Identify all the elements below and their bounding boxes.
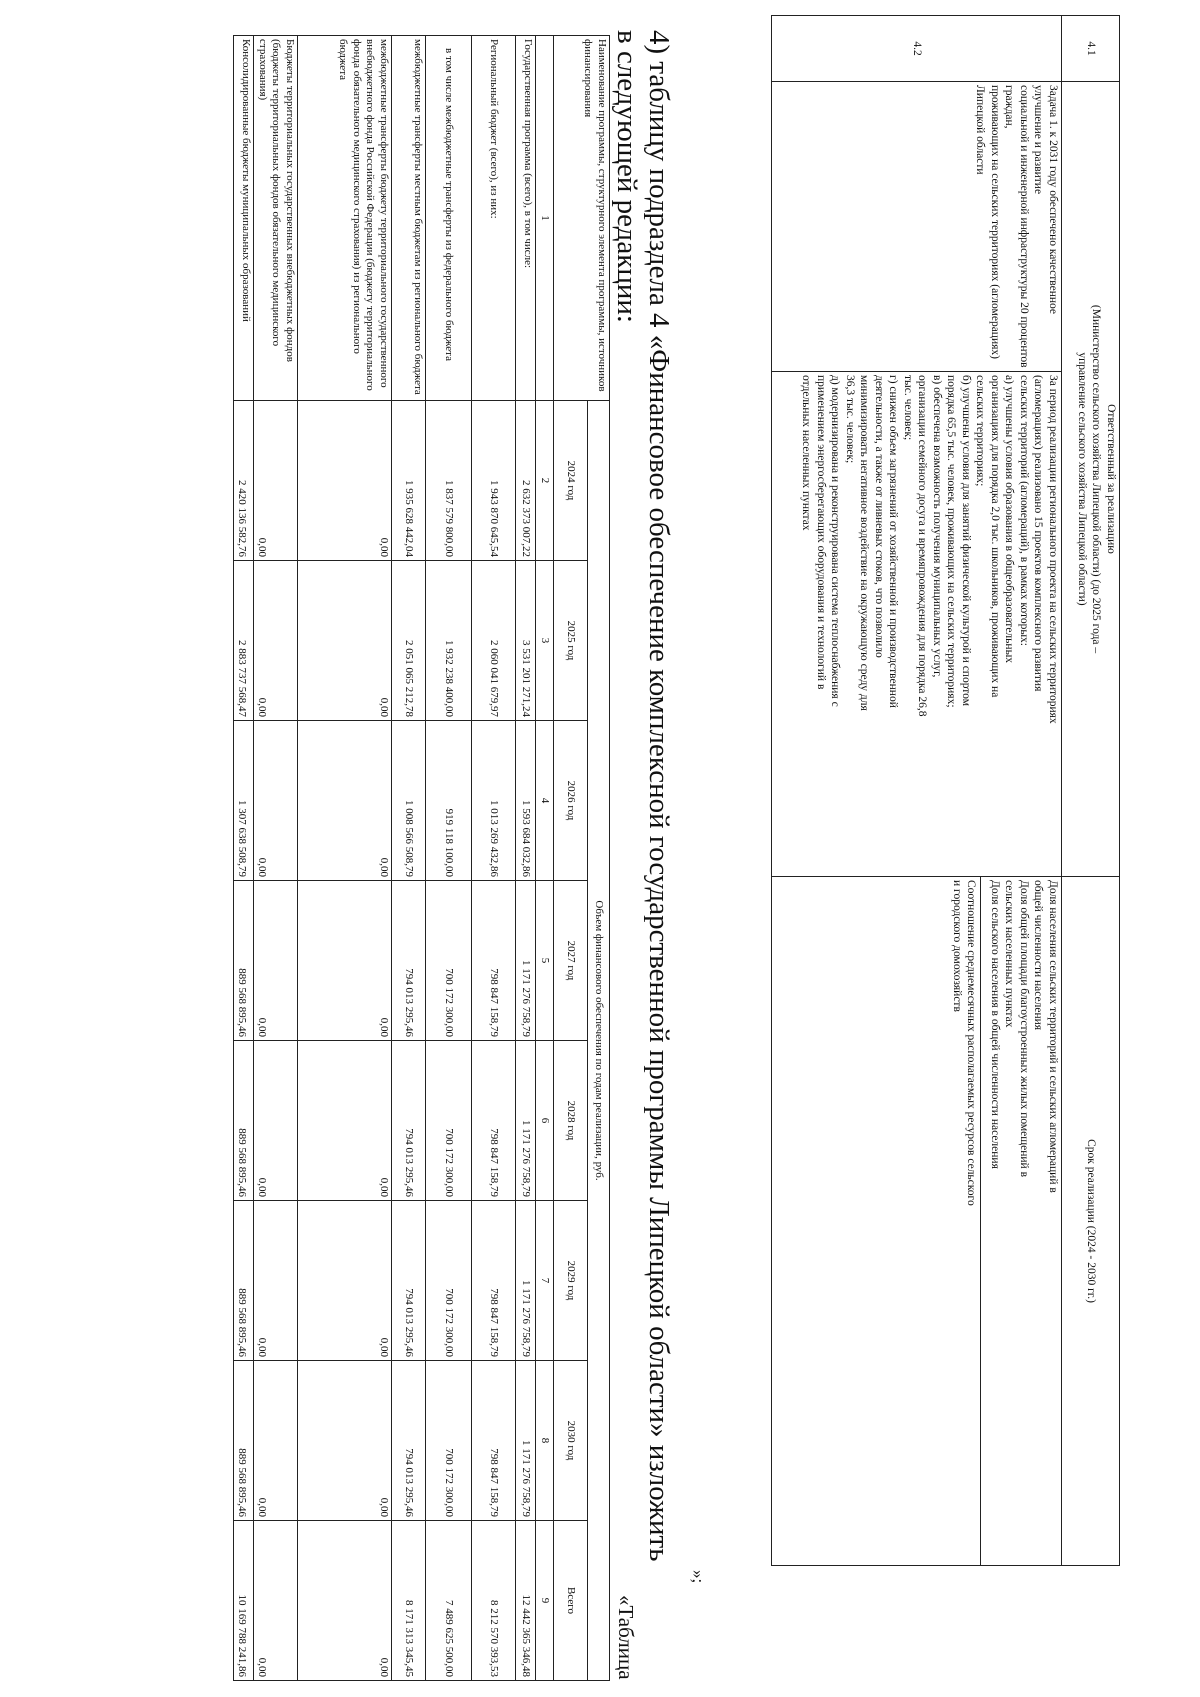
row-label: Консолидированные бюджеты муниципальных образований xyxy=(234,36,254,401)
value-cell: 0,00 xyxy=(298,1521,392,1681)
value-cell: 794 013 295,46 xyxy=(392,1361,426,1521)
text-line: порядка 65,5 тыс. человек, проживающих на сельских территориях; xyxy=(945,375,958,708)
task-cell xyxy=(772,82,1062,372)
text-line: деятельности, а также от ливневых стоков, что позволило xyxy=(873,375,885,658)
value-cell: 700 172 300,00 xyxy=(426,881,472,1041)
row-label: Государственная программа (всего), в том числе: xyxy=(516,36,536,401)
value-cell: 1 943 870 645,54 xyxy=(472,401,516,561)
year-header: 2027 год xyxy=(554,881,588,1041)
value-cell: 700 172 300,00 xyxy=(426,1201,472,1361)
row-number: 4.2 xyxy=(772,16,1062,82)
value-cell: 700 172 300,00 xyxy=(426,1041,472,1201)
closing-quote: »; xyxy=(689,1570,708,1584)
indicator-divider xyxy=(981,877,982,1565)
text-line: (Министерство сельского хозяйства Липецкой области) (до 2025 года – xyxy=(1090,304,1103,654)
column-number: 2 xyxy=(536,401,554,561)
financing-table xyxy=(233,35,610,1681)
value-cell: 1 008 566 508,79 xyxy=(392,721,426,881)
text-line: Доля сельского населения в общей численности населения xyxy=(989,880,1001,1169)
value-cell: 1 013 269 432,86 xyxy=(472,721,516,881)
value-cell: 1 307 638 508,79 xyxy=(234,721,254,881)
text-line: минимизировать негативное воздействие на окружающую среду для xyxy=(858,375,871,711)
column-number: 4 xyxy=(536,721,554,881)
group-header: Объем финансового обеспечения по годам реализации, руб. xyxy=(588,401,610,1681)
value-cell: 0,00 xyxy=(298,721,392,881)
text-line: организации семейного досуга и времяпровождения для порядка 26,8 xyxy=(916,375,929,717)
year-header: 2025 год xyxy=(554,561,588,721)
value-cell: 7 489 625 500,00 xyxy=(426,1521,472,1681)
value-cell: 0,00 xyxy=(254,561,298,721)
column-number: 7 xyxy=(536,1201,554,1361)
value-cell: 0,00 xyxy=(254,881,298,1041)
value-cell: 1 171 276 758,79 xyxy=(516,1361,536,1521)
year-header: 2028 год xyxy=(554,1041,588,1201)
table-row xyxy=(392,36,426,1681)
column-number: 9 xyxy=(536,1521,554,1681)
value-cell: 794 013 295,46 xyxy=(392,1041,426,1201)
table-row xyxy=(472,36,516,1681)
text-line: сельских территорий (агломераций), в рамках которых: xyxy=(1018,375,1030,646)
row-label: межбюджетные трансферты местным бюджетам из регионального бюджета xyxy=(392,36,426,401)
text-line: Ответственный за реализацию xyxy=(1105,404,1117,554)
value-cell: 1 932 238 400,00 xyxy=(426,561,472,721)
value-cell: 12 442 365 346,48 xyxy=(516,1521,536,1681)
text-line: а) улучшены условия образования в общеобразовательных xyxy=(1003,375,1016,664)
value-cell: 3 531 201 271,24 xyxy=(516,561,536,721)
value-cell: 0,00 xyxy=(298,1361,392,1521)
column-number: 5 xyxy=(536,881,554,1041)
value-cell: 919 118 100,00 xyxy=(426,721,472,881)
year-header: 2030 год xyxy=(554,1361,588,1521)
row-label: межбюджетные трансферты бюджету территориального государственного внебюджетного фонда Российской Федерации (бюджету территориального фонда обязательного медицинского страхования) из регионального бюджета xyxy=(298,36,392,401)
value-cell: 0,00 xyxy=(254,721,298,881)
text-line: организациях для порядка 2,0 тыс. школьников, проживающих на xyxy=(989,375,1001,698)
value-cell: 0,00 xyxy=(254,1201,298,1361)
value-cell: 0,00 xyxy=(254,1521,298,1681)
value-cell: 0,00 xyxy=(298,1201,392,1361)
total-header: Всего xyxy=(554,1521,588,1681)
value-cell: 0,00 xyxy=(254,1361,298,1521)
heading-line: 4) таблицу подраздела 4 «Финансовое обеспечение комплексной государственной программы Липецкой области» изложить xyxy=(643,30,675,1562)
value-cell: 2 420 136 582,76 xyxy=(234,401,254,561)
value-cell: 798 847 158,79 xyxy=(472,881,516,1041)
value-cell: 1 935 628 442,04 xyxy=(392,401,426,561)
row-number: 4.1 xyxy=(1062,16,1120,82)
text-line: в) обеспечена возможность получения муниципальных услуг, xyxy=(931,375,943,678)
value-cell: 0,00 xyxy=(298,881,392,1041)
value-cell: 1 171 276 758,79 xyxy=(516,1201,536,1361)
value-cell: 1 171 276 758,79 xyxy=(516,881,536,1041)
text-line: управление сельского хозяйства Липецкой области) xyxy=(1076,352,1088,606)
value-cell: 0,00 xyxy=(254,1041,298,1201)
text-line: проживающих на сельских территориях (агломерациях) Липецкой области xyxy=(974,85,1001,359)
row-label: Бюджеты территориальных государственных внебюджетных фондов (бюджеты территориальных фондов обязательного медицинского страхования) xyxy=(254,36,298,401)
text-line: общей численности населения xyxy=(1032,880,1045,1031)
row-label: Региональный бюджет (всего), из них: xyxy=(472,36,516,401)
indicators-cell xyxy=(772,877,1062,1566)
value-cell: 2 883 737 568,47 xyxy=(234,561,254,721)
table-row xyxy=(426,36,472,1681)
text-line: Доля общей площади благоустроенных жилых помещений в xyxy=(1018,880,1030,1177)
text-line: Доля населения сельских территорий и сельских агломераций в xyxy=(1047,880,1059,1193)
row-label: в том числе межбюджетные трансферты из федерального бюджета xyxy=(426,36,472,401)
table-row xyxy=(254,36,298,1681)
value-cell: 0,00 xyxy=(298,401,392,561)
value-cell: 1 171 276 758,79 xyxy=(516,1041,536,1201)
value-cell: 794 013 295,46 xyxy=(392,1201,426,1361)
year-header: 2029 год xyxy=(554,1201,588,1361)
year-header: 2024 год xyxy=(554,401,588,561)
year-header: 2026 год xyxy=(554,721,588,881)
column-number: 6 xyxy=(536,1041,554,1201)
text-line: Задача 1. к 2031 году обеспечено качественное улучшение и развитие xyxy=(1032,85,1059,315)
value-cell: 0,00 xyxy=(254,401,298,561)
term-cell: Срок реализации (2024 - 2030 гг.) xyxy=(1062,877,1120,1566)
value-cell: 700 172 300,00 xyxy=(426,1361,472,1521)
value-cell: 2 632 373 007,22 xyxy=(516,401,536,561)
text-line: За период реализации регионального проекта на сельских территориях xyxy=(1047,375,1059,724)
column-number: 8 xyxy=(536,1361,554,1521)
text-line: отдельных населенных пунктах xyxy=(800,375,813,531)
text-line: применением энергосберегающих оборудования и технологий в xyxy=(815,375,827,690)
value-cell: 798 847 158,79 xyxy=(472,1041,516,1201)
column-number: 1 xyxy=(536,36,554,401)
table-caption: «Таблица xyxy=(614,1595,638,1680)
table-row xyxy=(516,36,536,1681)
column-number-row xyxy=(536,36,554,1681)
text-line: социальной и инженерной инфраструктуры 20 процентов граждан, xyxy=(1003,85,1030,368)
table-header-row xyxy=(588,36,610,1681)
value-cell: 1 593 684 032,86 xyxy=(516,721,536,881)
value-cell: 889 568 895,46 xyxy=(234,1201,254,1361)
section-heading xyxy=(611,30,675,1630)
value-cell: 2 051 065 212,78 xyxy=(392,561,426,721)
value-cell: 798 847 158,79 xyxy=(472,1201,516,1361)
value-cell: 794 013 295,46 xyxy=(392,881,426,1041)
text-line: д) модернизирована и реконструирована система теплоснабжения с xyxy=(829,375,842,707)
value-cell: 8 171 313 345,45 xyxy=(392,1521,426,1681)
heading-line: в следующей редакции: xyxy=(611,30,643,323)
results-table xyxy=(771,15,1120,1566)
column-number: 3 xyxy=(536,561,554,721)
value-cell: 889 568 895,46 xyxy=(234,1041,254,1201)
table-row xyxy=(1062,16,1120,1566)
value-cell: 2 060 041 679,97 xyxy=(472,561,516,721)
value-cell: 8 212 570 393,53 xyxy=(472,1521,516,1681)
text-line: Соотношение среднемесячных располагаемых ресурсов сельского xyxy=(965,880,978,1206)
text-line: сельских территориях; xyxy=(974,375,987,487)
responsible-cell xyxy=(1062,82,1120,877)
value-cell: 0,00 xyxy=(298,1041,392,1201)
value-cell: 889 568 895,46 xyxy=(234,881,254,1041)
text-line: тыс. человек; xyxy=(902,375,914,441)
value-cell: 0,00 xyxy=(298,561,392,721)
text-line: сельских населенных пунктах xyxy=(1003,880,1016,1028)
value-cell: 889 568 895,46 xyxy=(234,1361,254,1521)
table-row xyxy=(234,36,254,1681)
text-line: и городского домохозяйств xyxy=(951,880,963,1012)
text-line: г) снижен объем загрязнений от хозяйственной и производственной xyxy=(887,375,900,708)
value-cell: 798 847 158,79 xyxy=(472,1361,516,1521)
value-cell: 10 169 788 241,86 xyxy=(234,1521,254,1681)
value-cell: 1 837 579 800,00 xyxy=(426,401,472,561)
text-line: (агломерациях) реализовано 15 проектов комплексного развития xyxy=(1032,375,1045,692)
column-header-name: Наименование программы, структурного элемента программы, источников финансирования xyxy=(554,36,610,401)
table-row xyxy=(298,36,392,1681)
text-line: 36,3 тыс. человек; xyxy=(844,375,856,464)
description-cell xyxy=(772,372,1062,877)
table-row xyxy=(772,16,1062,1566)
text-line: б) улучшены условия для занятий физической культурой и спортом xyxy=(960,375,972,706)
